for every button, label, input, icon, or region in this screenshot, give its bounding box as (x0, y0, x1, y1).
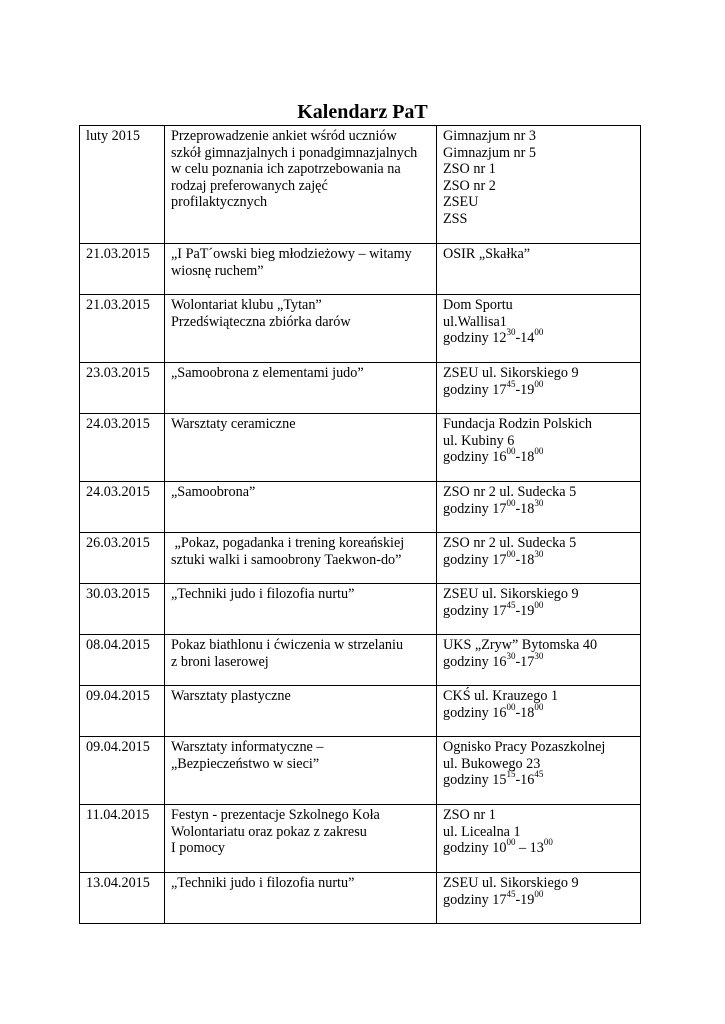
event-date: 08.04.2015 (86, 637, 150, 653)
place-line: Ognisko Pracy Pozaszkolnej (443, 739, 606, 755)
hours-start-hour: godziny 17 (443, 602, 507, 619)
table-row (80, 686, 641, 737)
event-description-line: Przedświąteczna zbiórka darów (171, 313, 351, 330)
hours-end-hour: – 13 (515, 840, 544, 857)
table-row (80, 126, 641, 244)
event-cell (165, 635, 437, 686)
hours-end-minutes: 00 (534, 599, 544, 610)
date-cell (80, 737, 165, 805)
hours-end-minutes: 00 (534, 446, 544, 457)
event-cell (165, 126, 437, 244)
event-description-line: „Techniki judo i filozofia nurtu” (171, 875, 355, 891)
hours-end-hour: -18 (515, 551, 535, 568)
event-description-line: Pokaz biathlonu i ćwiczenia w strzelaniu (171, 637, 404, 653)
table-row (80, 584, 641, 635)
hours-start-minutes: 00 (506, 446, 516, 457)
hours-end-hour: -16 (515, 772, 535, 789)
hours-start-hour: godziny 17 (443, 381, 507, 398)
hours-start-minutes: 45 (506, 378, 516, 389)
event-cell (165, 363, 437, 414)
event-description-line: Festyn - prezentacje Szkolnego Koła (171, 807, 380, 823)
hours-start-hour: godziny 10 (443, 840, 507, 857)
place-line: ZSEU ul. Sikorskiego 9 (443, 365, 579, 381)
event-description-line: „Samoobrona z elementami judo” (171, 365, 364, 381)
event-date: 21.03.2015 (86, 297, 150, 313)
hours-start-hour: godziny 17 (443, 891, 507, 908)
hours-line (443, 769, 635, 789)
hours-start-minutes: 15 (506, 769, 516, 780)
event-date: 11.04.2015 (86, 807, 150, 823)
hours-start-hour: godziny 16 (443, 449, 507, 466)
event-cell (165, 686, 437, 737)
hours-end-minutes: 30 (534, 548, 544, 559)
date-cell (80, 126, 165, 244)
event-date: 24.03.2015 (86, 416, 150, 432)
place-cell (437, 295, 641, 363)
place-line: ul.Wallisa1 (443, 313, 507, 330)
place-cell (437, 363, 641, 414)
hours-end-minutes: 00 (534, 701, 544, 712)
event-cell (165, 737, 437, 805)
place-line: Gimnazjum nr 3 (443, 128, 536, 144)
event-cell (165, 295, 437, 363)
hours-line (443, 327, 635, 347)
table-row (80, 805, 641, 873)
place-cell (437, 533, 641, 584)
calendar-table (79, 125, 641, 924)
event-description-line: „Samoobrona” (171, 484, 256, 500)
hours-line (443, 650, 635, 671)
hours-end-hour: -17 (515, 653, 535, 670)
hours-end-minutes: 30 (534, 497, 544, 508)
place-cell (437, 414, 641, 482)
table-row (80, 363, 641, 414)
hours-line (443, 888, 635, 909)
hours-start-hour: godziny 12 (443, 330, 507, 347)
place-line: ul. Licealna 1 (443, 823, 521, 840)
event-cell (165, 805, 437, 873)
event-description-line: profilaktycznych (171, 194, 268, 211)
place-line: Gimnazjum nr 5 (443, 144, 536, 161)
event-description-line: Warsztaty ceramiczne (171, 416, 296, 432)
hours-line (443, 599, 635, 620)
hours-start-minutes: 00 (506, 837, 516, 848)
place-line: OSIR „Skałka” (443, 246, 531, 262)
place-line: ZSS (443, 210, 468, 227)
hours-line (443, 548, 635, 569)
event-description-line: „I PaT´owski bieg młodzieżowy – witamy (171, 246, 412, 262)
date-cell (80, 244, 165, 295)
event-description-line: w celu poznania ich zapotrzebowania na (171, 161, 401, 178)
event-cell (165, 244, 437, 295)
hours-start-hour: godziny 17 (443, 500, 507, 517)
place-line: ul. Bukowego 23 (443, 755, 541, 772)
place-cell (437, 482, 641, 533)
hours-start-minutes: 30 (506, 327, 516, 338)
hours-start-minutes: 45 (506, 599, 516, 610)
page-title: Kalendarz PaT (297, 101, 428, 124)
date-cell (80, 295, 165, 363)
table-row (80, 414, 641, 482)
event-date: 13.04.2015 (86, 875, 150, 891)
hours-end-minutes: 00 (543, 837, 553, 848)
place-line: CKŚ ul. Krauzego 1 (443, 688, 559, 704)
hours-start-minutes: 45 (506, 888, 516, 899)
event-description-line: sztuki walki i samoobrony Taekwon-do” (171, 551, 402, 568)
hours-end-minutes: 00 (534, 378, 544, 389)
hours-line (443, 378, 635, 399)
event-date: 09.04.2015 (86, 739, 150, 755)
hours-end-minutes: 00 (534, 327, 544, 338)
table-row (80, 737, 641, 805)
event-cell (165, 482, 437, 533)
place-line: ZSEU (443, 194, 479, 211)
date-cell (80, 686, 165, 737)
hours-end-hour: -18 (515, 704, 535, 721)
table-row (80, 482, 641, 533)
event-cell (165, 873, 437, 924)
place-line: ZSO nr 2 (443, 177, 496, 194)
event-date: 24.03.2015 (86, 484, 150, 500)
event-date: 30.03.2015 (86, 586, 150, 602)
date-cell (80, 414, 165, 482)
event-date: luty 2015 (86, 128, 140, 144)
place-cell (437, 805, 641, 873)
hours-line (443, 497, 635, 518)
event-description-line: Wolontariatu oraz pokaz z zakresu (171, 823, 367, 840)
place-cell (437, 635, 641, 686)
hours-line (443, 446, 635, 466)
event-description-line: rodzaj preferowanych zajęć (171, 177, 328, 194)
table-row (80, 635, 641, 686)
event-description-line: Przeprowadzenie ankiet wśród uczniów (171, 128, 397, 144)
event-cell (165, 533, 437, 584)
event-cell (165, 414, 437, 482)
date-cell (80, 363, 165, 414)
hours-start-minutes: 00 (506, 497, 516, 508)
place-line: ZSO nr 2 ul. Sudecka 5 (443, 535, 577, 551)
event-description-line: „Techniki judo i filozofia nurtu” (171, 586, 355, 602)
event-description-line: Warsztaty plastyczne (171, 688, 291, 704)
event-description-line: Warsztaty informatyczne – (171, 739, 324, 755)
date-cell (80, 805, 165, 873)
place-line: Dom Sportu (443, 297, 513, 313)
event-date: 26.03.2015 (86, 535, 150, 551)
place-line: ZSO nr 2 ul. Sudecka 5 (443, 484, 577, 500)
hours-start-hour: godziny 16 (443, 653, 507, 670)
table-row (80, 244, 641, 295)
hours-line (443, 701, 635, 722)
hours-start-minutes: 30 (506, 650, 516, 661)
event-description-line: „Pokaz, pogadanka i trening koreańskiej (171, 535, 405, 551)
event-date: 23.03.2015 (86, 365, 150, 381)
event-description-line: Wolontariat klubu „Tytan” (171, 297, 322, 313)
event-description-line: I pomocy (171, 840, 225, 857)
event-description-line: wiosnę ruchem” (171, 262, 264, 279)
place-cell (437, 584, 641, 635)
place-cell (437, 244, 641, 295)
place-line: ZSEU ul. Sikorskiego 9 (443, 875, 579, 891)
place-line: ZSO nr 1 (443, 807, 496, 823)
place-line: ZSEU ul. Sikorskiego 9 (443, 586, 579, 602)
hours-end-minutes: 30 (534, 650, 544, 661)
hours-end-hour: -18 (515, 500, 535, 517)
date-cell (80, 533, 165, 584)
place-cell (437, 126, 641, 244)
event-date: 21.03.2015 (86, 246, 150, 262)
hours-end-minutes: 45 (534, 769, 544, 780)
hours-start-hour: godziny 17 (443, 551, 507, 568)
event-description-line: szkół gimnazjalnych i ponadgimnazjalnych (171, 144, 418, 161)
place-cell (437, 686, 641, 737)
hours-end-minutes: 00 (534, 888, 544, 899)
date-cell (80, 482, 165, 533)
event-description-line: „Bezpieczeństwo w sieci” (171, 755, 320, 772)
table-row (80, 533, 641, 584)
event-cell (165, 584, 437, 635)
date-cell (80, 635, 165, 686)
hours-end-hour: -19 (515, 602, 535, 619)
date-cell (80, 873, 165, 924)
event-date: 09.04.2015 (86, 688, 150, 704)
hours-end-hour: -14 (515, 330, 535, 347)
hours-start-hour: godziny 15 (443, 772, 507, 789)
hours-end-hour: -18 (515, 449, 535, 466)
place-cell (437, 737, 641, 805)
table-row (80, 295, 641, 363)
event-description-line: z broni laserowej (171, 653, 269, 670)
place-line: ul. Kubiny 6 (443, 432, 515, 449)
calendar-body (80, 126, 641, 924)
hours-end-hour: -19 (515, 891, 535, 908)
place-line: Fundacja Rodzin Polskich (443, 416, 592, 432)
hours-line (443, 837, 635, 857)
hours-end-hour: -19 (515, 381, 535, 398)
place-line: UKS „Zryw” Bytomska 40 (443, 637, 598, 653)
hours-start-minutes: 00 (506, 548, 516, 559)
date-cell (80, 584, 165, 635)
hours-start-minutes: 00 (506, 701, 516, 712)
hours-start-hour: godziny 16 (443, 704, 507, 721)
place-line: ZSO nr 1 (443, 161, 496, 178)
place-cell (437, 873, 641, 924)
table-row (80, 873, 641, 924)
